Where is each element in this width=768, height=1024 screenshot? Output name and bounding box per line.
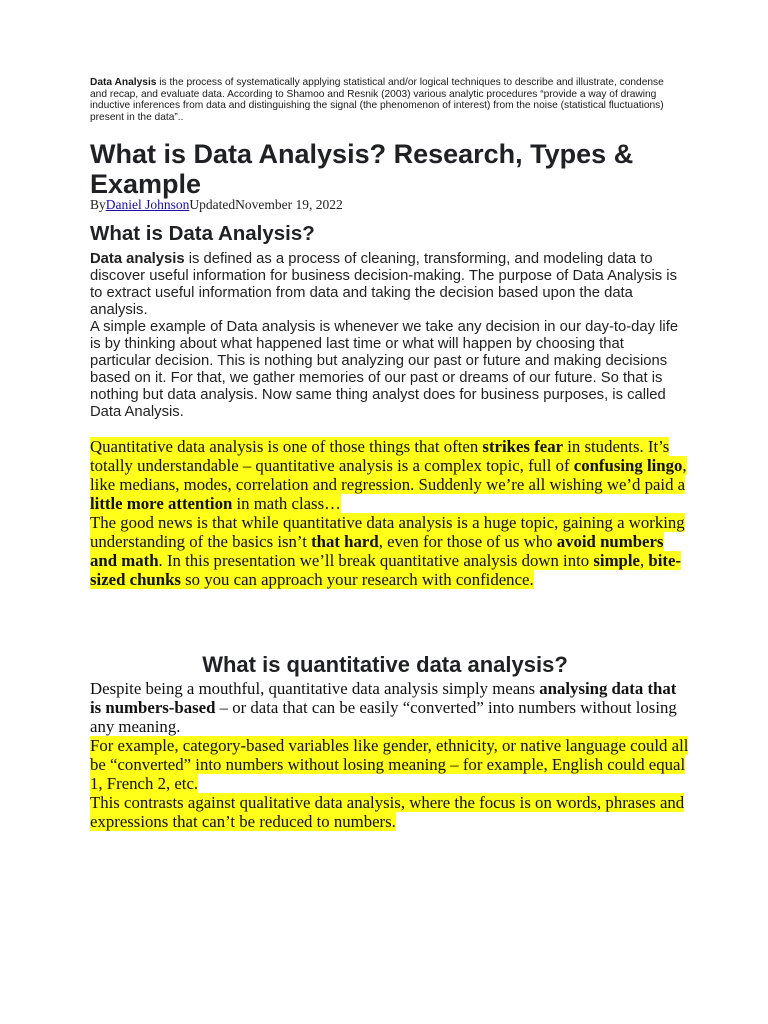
hl-bold: simple — [593, 551, 640, 570]
definition-text: is defined as a process of cleaning, transforming, and modeling data to discover useful information for business decision-making. The purpose of Data Analysis is to extract useful information from data and taking the decision based upon the data analysis. — [90, 251, 677, 318]
definition-paragraph — [90, 251, 685, 319]
hl-bold: confusing lingo — [573, 456, 683, 475]
hl-text: . In this presentation we’ll break quantitative analysis down into — [158, 551, 594, 570]
hl-text: This contrasts against qualitative data analysis, where the focus is on words, phrases and expressions that can’t be reduced to numbers. — [90, 793, 685, 831]
quant-contrast-paragraph — [90, 793, 690, 831]
updated-date: November 19, 2022 — [235, 197, 343, 212]
intro-term: Data Analysis — [90, 77, 157, 88]
hl-text: , like medians, modes, correlation and regression. Suddenly we’re all wishing we’d paid a — [90, 456, 687, 494]
hl-text: so you can approach your research with confidence. — [180, 570, 534, 589]
hl-text: For example, category-based variables like gender, ethnicity, or native language could all be “converted” into numbers without losing meaning – for example, English could equal 1, French 2, etc. — [90, 736, 689, 793]
by-label: By — [90, 197, 106, 212]
hl-text: in students. It’s totally understandable – quantitative analysis is a complex topic, full of — [90, 437, 670, 475]
hl-bold: little more attention — [90, 494, 233, 513]
section-heading-data-analysis: What is Data Analysis? — [90, 222, 315, 245]
definition-term: Data analysis — [90, 251, 185, 267]
quant-def-paragraph — [90, 679, 690, 736]
hl-text: in math class… — [232, 494, 341, 513]
intro-text: is the process of systematically applying statistical and/or logical techniques to describe and illustrate, condense and recap, and evaluate data. According to Shamoo and Resnik (2003) various analytic procedures “provide a way of drawing inductive inferences from data and distinguishing the signal (the phenomenon of interest) from the noise (statistical fluctuations) present in the data”.. — [90, 77, 664, 124]
hl-text: , — [640, 551, 649, 570]
definition-block — [90, 251, 685, 421]
article-title: What is Data Analysis? Research, Types & Example — [90, 139, 634, 199]
hl-bold: strikes fear — [482, 437, 564, 456]
hl-text: The good news is that while quantitative data analysis is a huge topic, gaining a working understanding of the basics isn’t — [90, 513, 685, 551]
quantitative-definition-block — [90, 679, 690, 831]
hl-text: Quantitative data analysis is one of those things that often — [90, 437, 483, 456]
hl-text: , even for those of us who — [378, 532, 557, 551]
example-paragraph: A simple example of Data analysis is whenever we take any decision in our day-to-day life is by thinking about what happened last time or what will happen by choosing that particular decision. This is nothing but analyzing our past or future and making decisions based on it. For that, we gather memories of our past or dreams of our future. So that is nothing but data analysis. Now same thing analyst does for business purposes, is called Data Analysis. — [90, 319, 679, 420]
author-link[interactable]: Daniel Johnson — [105, 197, 190, 212]
quant-intro-paragraph-1 — [90, 437, 690, 513]
section-heading-quantitative: What is quantitative data analysis? — [202, 652, 568, 677]
plain-text: – or data that can be easily “converted” into numbers without losing any meaning. — [90, 698, 677, 736]
intro-paragraph — [90, 77, 680, 124]
quant-example-paragraph — [90, 736, 690, 793]
hl-bold: that hard — [311, 532, 379, 551]
quantitative-intro-block — [90, 437, 690, 589]
plain-text: Despite being a mouthful, quantitative data analysis simply means — [90, 679, 540, 698]
hl-bold: avoid numbers and math — [90, 532, 664, 570]
bold-text: analysing data that is numbers-based — [90, 679, 677, 717]
hl-bold: bite-sized chunks — [90, 551, 682, 589]
byline — [90, 197, 343, 213]
quant-intro-paragraph-2 — [90, 513, 690, 589]
updated-label: Updated — [189, 197, 236, 212]
